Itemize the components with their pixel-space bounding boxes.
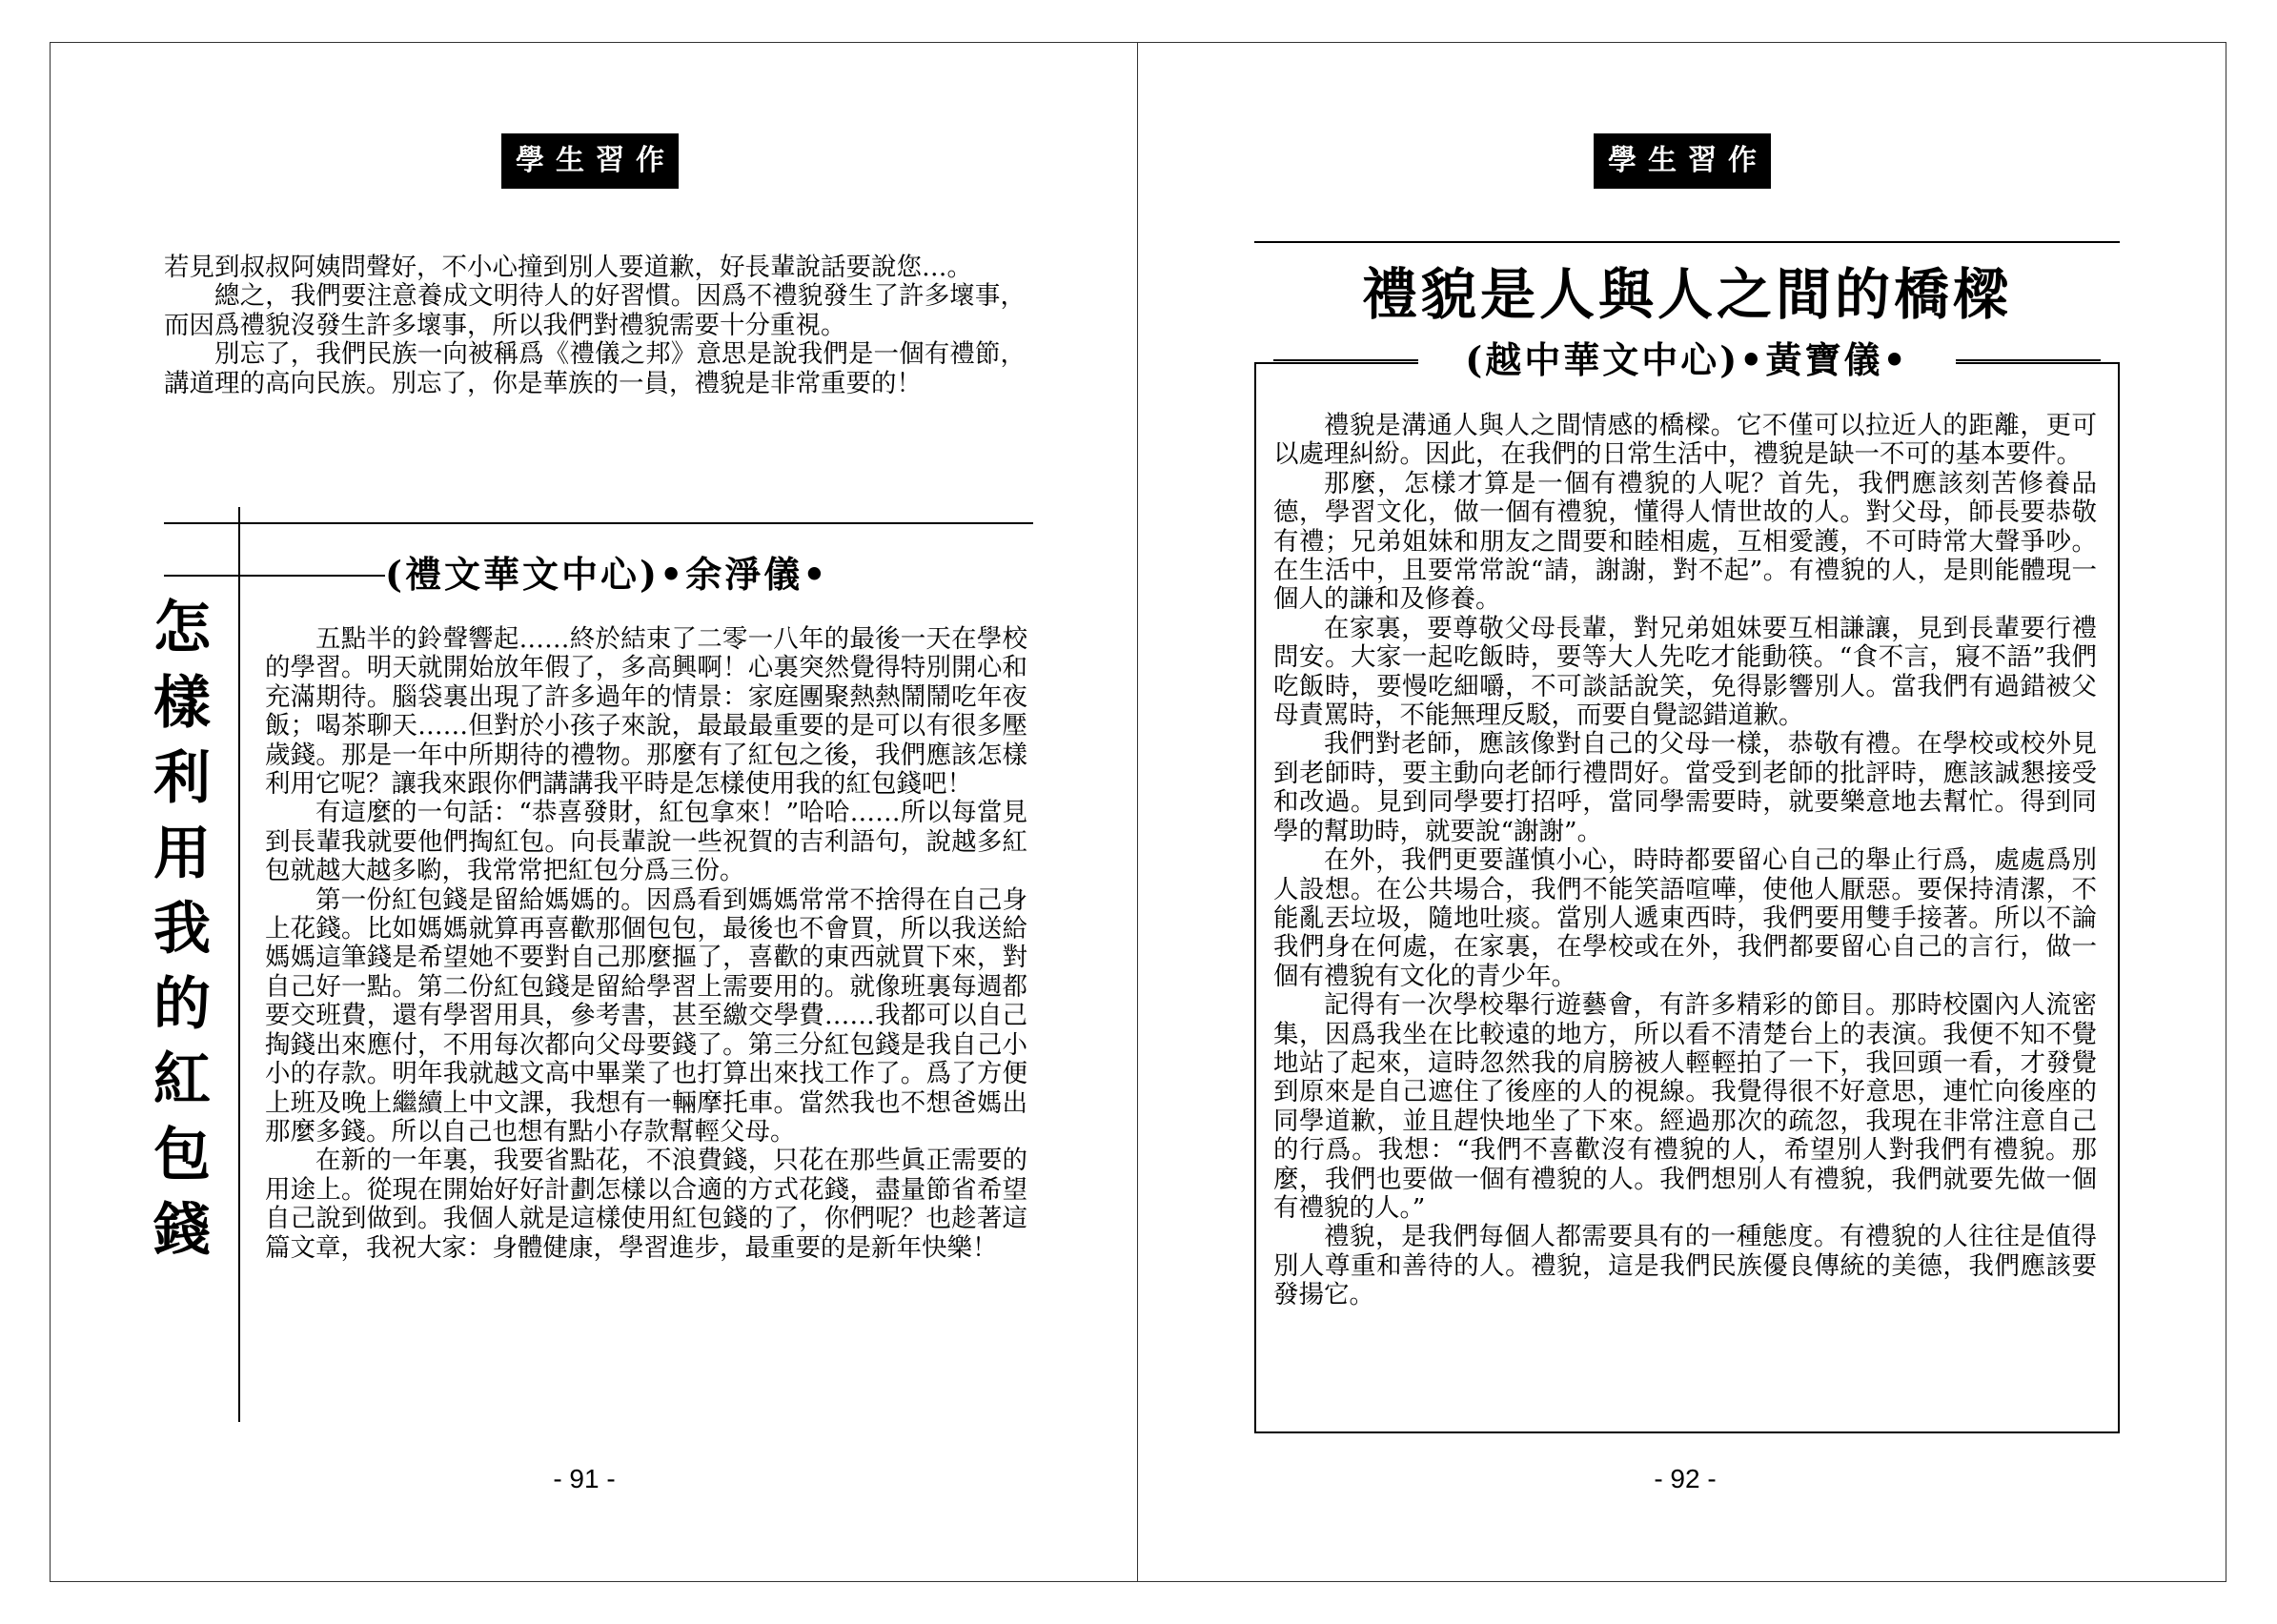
paragraph: 總之，我們要注意養成文明待人的好習慣。因爲不禮貌發生了許多壞事，而因爲禮貌沒發生許多壞事，所以我們對禮貌需要十分重視。 — [164, 281, 1026, 340]
paragraph: 在新的一年裏，我要省點花，不浪費錢，只花在那些眞正需要的用途上。從現在開始好好計劃怎樣以合適的方式花錢，盡量節省希望自己說到做到。我個人就是這樣使用紅包錢的了，你們呢？也趁著這篇文章，我祝大家：身體健康，學習進步，最重要的是新年快樂！ — [265, 1146, 1027, 1263]
title-char: 紅 — [153, 1046, 211, 1113]
title-char: 的 — [153, 971, 211, 1038]
title-column-rule — [238, 507, 240, 1422]
title-char: 怎 — [153, 595, 211, 661]
page-divider — [1137, 42, 1138, 1582]
essay-author-right: (越中華文中心)•黃寶儀• — [1418, 336, 1956, 384]
paragraph: 禮貌是溝通人與人之間情感的橋樑。它不僅可以拉近人的距離，更可以處理糾紛。因此，在我們的日常生活中，禮貌是缺一不可的基本要件。 — [1273, 411, 2097, 470]
essay-body-right — [1273, 412, 2097, 1310]
title-char: 用 — [153, 821, 211, 887]
essay-body-left — [265, 625, 1027, 1263]
vertical-essay-title — [149, 591, 215, 1269]
paragraph: 若見到叔叔阿姨問聲好，不小心撞到別人要道歉，好長輩說話要說您…。 — [164, 253, 972, 282]
paragraph: 別忘了，我們民族一向被稱爲《禮儀之邦》意思是說我們是一個有禮節，講道理的高向民族。別忘了，你是華族的一員，禮貌是非常重要的！ — [164, 339, 1026, 398]
author-rule-left — [1273, 359, 1418, 361]
author-leader-rule — [164, 575, 385, 577]
section-tag-right: 學生習作 — [1594, 133, 1771, 189]
paragraph: 五點半的鈴聲響起……終於結束了二零一八年的最後一天在學校的學習。明天就開始放年假了，多高興啊！心裏突然覺得特別開心和充滿期待。腦袋裏出現了許多過年的情景：家庭團聚熱熱鬧鬧吃年夜飯；喝茶聊天……但對於小孩子來說，最最最重要的是可以有很多壓歲錢。那是一年中所期待的禮物。那麼有了紅包之後，我們應該怎樣利用它呢？讓我來跟你們講講我平時是怎樣使用我的紅包錢吧！ — [265, 624, 1027, 800]
paragraph: 禮貌，是我們每個人都需要具有的一種態度。有禮貌的人往往是值得別人尊重和善待的人。禮貌，這是我們民族優良傳統的美德，我們應該要發揚它。 — [1273, 1222, 2097, 1310]
author-rule-right — [1956, 359, 2101, 361]
title-char: 利 — [153, 745, 211, 812]
paragraph: 有這麼的一句話：“恭喜發財，紅包拿來！”哈哈……所以每當見到長輩我就要他們掏紅包。向長輩說一些祝賀的吉利語句，說越多紅包就越大越多喲，我常常把紅包分爲三份。 — [265, 798, 1027, 886]
essay-author-left: (禮文華文中心)•余淨儀• — [385, 553, 829, 596]
title-char: 包 — [153, 1122, 211, 1188]
paragraph: 在家裏，要尊敬父母長輩，對兄弟姐妹要互相謙讓，見到長輩要行禮問安。大家一起吃飯時，要等大人先吃才能動筷。“食不言，寢不語”我們吃飯時，要慢吃細嚼，不可談話說笑，免得影響別人。當我們有過錯被父母責罵時，不能無理反駁，而要自覺認錯道歉。 — [1273, 613, 2097, 731]
paragraph: 在外，我們更要謹慎小心，時時都要留心自己的舉止行爲，處處爲別人設想。在公共場合，我們不能笑語喧嘩，使他人厭惡。要保持清潔，不能亂丟垃圾，隨地吐痰。當別人遞東西時，我們要用雙手接著。所以不論我們身在何處，在家裏，在學校或在外，我們都要留心自己的言行，做一個有禮貌有文化的青少年。 — [1273, 845, 2097, 991]
previous-essay-continuation — [164, 254, 1026, 398]
title-char: 錢 — [153, 1197, 211, 1264]
page-number-left: - 91 - — [553, 1464, 616, 1493]
section-tag-left: 學生習作 — [501, 133, 679, 189]
essay-separator-rule — [164, 522, 1033, 524]
paragraph: 我們對老師，應該像對自己的父母一樣，恭敬有禮。在學校或校外見到老師時，要主動向老師行禮問好。當受到老師的批評時，應該誠懇接受和改過。見到同學要打招呼，當同學需要時，就要樂意地去幫忙。得到同學的幫助時，就要說“謝謝”。 — [1273, 729, 2097, 846]
title-char: 我 — [153, 896, 211, 963]
title-top-rule — [1254, 241, 2120, 243]
author-line-right — [1273, 336, 2101, 384]
title-char: 樣 — [153, 670, 211, 737]
paragraph: 那麼，怎樣才算是一個有禮貌的人呢？首先，我們應該刻苦修養品德，學習文化，做一個有禮貌，懂得人情世故的人。對父母，師長要恭敬有禮；兄弟姐妹和朋友之間要和睦相處，互相愛護，不可時常大聲爭吵。在生活中，且要常常說“請，謝謝，對不起”。有禮貌的人，是則能體現一個人的謙和及修養。 — [1273, 468, 2097, 615]
paragraph: 第一份紅包錢是留給媽媽的。因爲看到媽媽常常不捨得在自己身上花錢。比如媽媽就算再喜歡那個包包，最後也不會買，所以我送給媽媽這筆錢是希望她不要對自己那麼摳了，喜歡的東西就買下來，對自己好一點。第二份紅包錢是留給學習上需要用的。就像班裏每週都要交班費，還有學習用具，參考書，甚至繳交學費……我都可以自己掏錢出來應付，不用每次都向父母要錢了。第三分紅包錢是我自己小小的存款。明年我就越文高中畢業了也打算出來找工作了。爲了方便上班及晚上繼續上中文課，我想有一輛摩托車。當然我也不想爸媽出那麼多錢。所以自己也想有點小存款幫輕父母。 — [265, 884, 1027, 1147]
page-number-right: - 92 - — [1654, 1464, 1717, 1493]
essay-title-right: 禮貌是人與人之間的橋樑 — [1361, 262, 2012, 327]
paragraph: 記得有一次學校舉行遊藝會，有許多精彩的節目。那時校園內人流密集，因爲我坐在比較遠的地方，所以看不清楚台上的表演。我便不知不覺地站了起來，這時忽然我的肩膀被人輕輕拍了一下，我回頭一看，才發覺到原來是自己遮住了後座的人的視線。我覺得很不好意思，連忙向後座的同學道歉，並且趕快地坐了下來。經過那次的疏忽，我現在非常注意自己的行爲。我想：“我們不喜歡沒有禮貌的人，希望別人對我們有禮貌。那麼，我們也要做一個有禮貌的人。我們想別人有禮貌，我們就要先做一個有禮貌的人。” — [1273, 990, 2097, 1223]
